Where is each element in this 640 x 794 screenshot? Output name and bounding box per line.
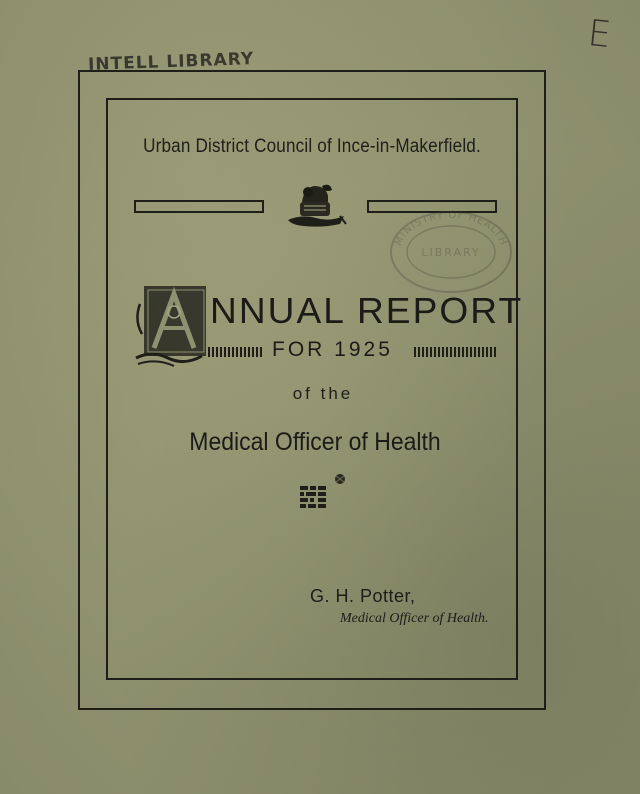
library-ownership-stamp: INTELL LIBRARY [87, 49, 255, 75]
of-the-text: of the [292, 384, 354, 403]
author-title: Medical Officer of Health. [340, 611, 489, 626]
dotted-leader-left [208, 347, 262, 357]
report-year: FOR 1925 [272, 338, 393, 361]
stamp-center-text: LIBRARY [421, 246, 481, 259]
medical-officer-heading: Medical Officer of Health [189, 428, 441, 456]
dotted-leader-right [414, 347, 496, 357]
author-name: G. H. Potter, [310, 586, 416, 606]
stamp-top-text: MINISTRY OF HEALTH [392, 209, 510, 248]
report-title: NNUAL REPORT [210, 290, 524, 331]
handwritten-corner-mark: E [585, 12, 613, 57]
ministry-library-stamp [388, 208, 514, 296]
decorative-rule-left [134, 200, 264, 213]
council-heading: Urban District Council of Ince-in-Makerfield. [143, 136, 481, 157]
illuminated-initial [134, 284, 210, 370]
lion-crest-icon [282, 180, 348, 228]
printer-mark-icon [300, 472, 346, 514]
